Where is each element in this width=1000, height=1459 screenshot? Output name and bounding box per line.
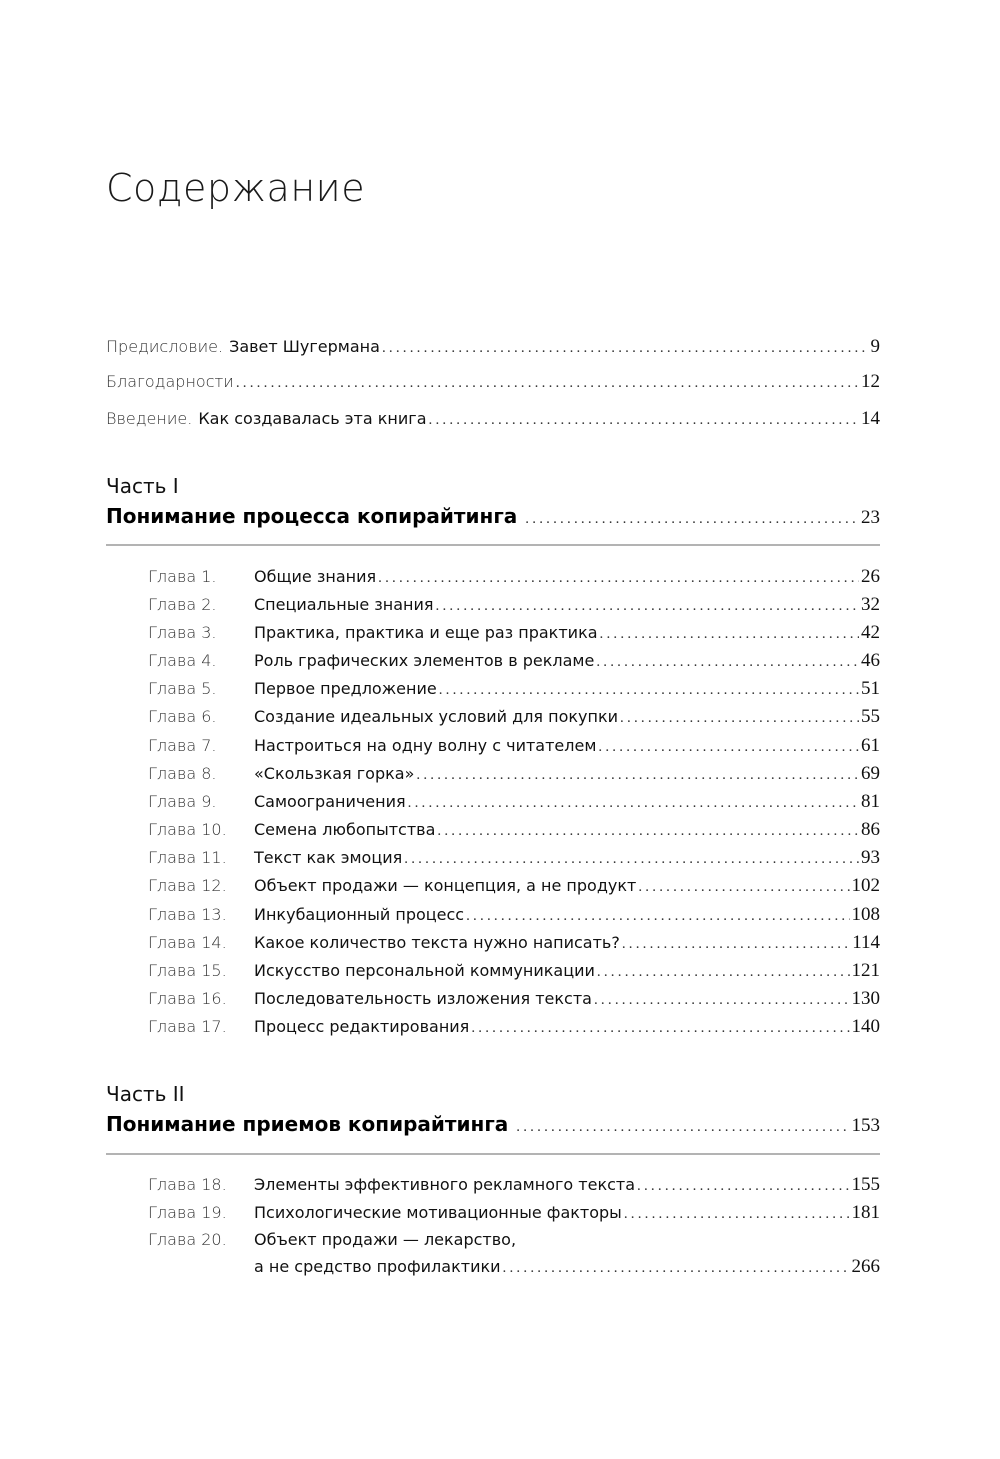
chapter-title: Первое предложение (254, 679, 437, 698)
part-label: Часть II (106, 1082, 185, 1106)
dot-leader (436, 598, 859, 615)
page-number: 121 (851, 960, 880, 981)
chapter-title: Последовательность изложения текста (254, 989, 592, 1008)
page-number: 12 (861, 371, 880, 392)
chapter-number: Глава 4. (148, 651, 217, 670)
dot-leader (429, 412, 860, 429)
toc-part-heading[interactable] (106, 1112, 880, 1140)
chapter-number: Глава 12. (148, 876, 227, 895)
page-number: 266 (851, 1256, 880, 1277)
dot-leader (408, 795, 859, 812)
dot-leader (378, 570, 859, 587)
toc-chapter[interactable] (148, 1174, 880, 1198)
toc-chapter[interactable] (148, 678, 880, 702)
chapter-number: Глава 20. (148, 1230, 227, 1249)
chapter-title: Какое количество текста нужно написать? (254, 933, 620, 952)
chapter-title: Настроиться на одну волну с читателем (254, 736, 597, 755)
part-label: Часть I (106, 474, 179, 498)
page-number: 32 (861, 594, 880, 615)
entry-title: Как создавалась эта книга (198, 409, 427, 428)
chapter-number: Глава 13. (148, 905, 227, 924)
chapter-title: «Скользкая горка» (254, 764, 415, 783)
chapter-title: Практика, практика и еще раз практика (254, 623, 598, 642)
chapter-number: Глава 11. (148, 848, 227, 867)
toc-chapter[interactable] (148, 763, 880, 787)
toc-chapter[interactable] (148, 1016, 880, 1040)
toc-chapter[interactable] (148, 650, 880, 674)
page-number: 14 (861, 408, 880, 429)
page-number: 130 (851, 988, 880, 1009)
dot-leader (638, 879, 849, 896)
page-number: 26 (861, 566, 880, 587)
dot-leader (596, 654, 859, 671)
chapter-number: Глава 3. (148, 623, 217, 642)
page-number: 155 (851, 1174, 880, 1195)
toc-entry-introduction[interactable] (106, 408, 880, 432)
toc-chapter[interactable] (148, 1230, 880, 1254)
chapter-number: Глава 14. (148, 933, 227, 952)
chapter-number: Глава 8. (148, 764, 217, 783)
dot-leader (620, 710, 859, 727)
dot-leader (622, 936, 850, 953)
chapter-number: Глава 18. (148, 1175, 227, 1194)
toc-chapter[interactable] (148, 622, 880, 646)
dot-leader (503, 1260, 850, 1277)
page-number: 86 (861, 819, 880, 840)
part-divider (106, 1153, 880, 1155)
dot-leader (516, 1119, 849, 1136)
dot-leader (600, 626, 859, 643)
dot-leader (597, 964, 850, 981)
page-number: 93 (861, 847, 880, 868)
chapter-number: Глава 16. (148, 989, 227, 1008)
page-number: 42 (861, 622, 880, 643)
chapter-number: Глава 1. (148, 567, 217, 586)
chapter-title: Создание идеальных условий для покупки (254, 707, 619, 726)
part-heading: Понимание приемов копирайтинга (106, 1112, 509, 1136)
chapter-number: Глава 6. (148, 707, 217, 726)
chapter-title: Процесс редактирования (254, 1017, 470, 1036)
entry-title: Завет Шугермана (229, 337, 380, 356)
dot-leader (416, 767, 859, 784)
toc-chapter[interactable] (148, 904, 880, 928)
chapter-number: Глава 10. (148, 820, 227, 839)
chapter-number: Глава 15. (148, 961, 227, 980)
page-number: 102 (851, 875, 880, 896)
page-number: 9 (870, 336, 880, 357)
dot-leader (404, 851, 859, 868)
page-number: 153 (851, 1115, 880, 1136)
page-number: 61 (861, 735, 880, 756)
dot-leader (471, 1020, 849, 1037)
page-number: 108 (851, 904, 880, 925)
dot-leader (624, 1206, 850, 1223)
chapter-title: Роль графических элементов в рекламе (254, 651, 595, 670)
entry-title: Благодарности (106, 372, 234, 391)
toc-chapter[interactable] (148, 847, 880, 871)
dot-leader (466, 908, 849, 925)
dot-leader (382, 340, 869, 357)
dot-leader (598, 739, 859, 756)
chapter-number: Глава 9. (148, 792, 217, 811)
toc-part-heading[interactable] (106, 504, 880, 532)
toc-entry-acknowledgments[interactable] (106, 371, 880, 395)
dot-leader (637, 1178, 849, 1195)
toc-chapter[interactable] (148, 875, 880, 899)
toc-chapter[interactable] (148, 932, 880, 956)
chapter-number: Глава 7. (148, 736, 217, 755)
page-number: 81 (861, 791, 880, 812)
chapter-number: Глава 5. (148, 679, 217, 698)
toc-chapter[interactable] (148, 988, 880, 1012)
toc-chapter[interactable] (148, 735, 880, 759)
entry-prefix: Предисловие. (106, 337, 224, 356)
toc-chapter[interactable] (148, 819, 880, 843)
page-number: 46 (861, 650, 880, 671)
chapter-number: Глава 19. (148, 1203, 227, 1222)
chapter-title: Искусство персональной коммуникации (254, 961, 595, 980)
toc-chapter[interactable] (148, 1202, 880, 1226)
page-number: 69 (861, 763, 880, 784)
chapter-title: Инкубационный процесс (254, 905, 465, 924)
chapter-title: Семена любопытства (254, 820, 436, 839)
chapter-number: Глава 2. (148, 595, 217, 614)
chapter-title: Общие знания (254, 567, 377, 586)
chapter-title: Самоограничения (254, 792, 406, 811)
toc-chapter[interactable] (148, 960, 880, 984)
chapter-title: Элементы эффективного рекламного текста (254, 1175, 636, 1194)
entry-prefix: Введение. (106, 409, 193, 428)
chapter-number: Глава 17. (148, 1017, 227, 1036)
chapter-title: Объект продажи — лекарство, (254, 1230, 517, 1249)
page-number: 51 (861, 678, 880, 699)
page-title: Содержание (106, 166, 366, 210)
part-divider (106, 544, 880, 546)
toc-chapter[interactable] (148, 594, 880, 618)
toc-chapter[interactable] (148, 706, 880, 730)
chapter-title: Специальные знания (254, 595, 434, 614)
dot-leader (437, 823, 859, 840)
page-number: 55 (861, 706, 880, 727)
toc-entry-preface[interactable] (106, 336, 880, 360)
dot-leader (525, 511, 859, 528)
page-number: 23 (861, 507, 880, 528)
dot-leader (236, 375, 859, 392)
page-number: 114 (852, 932, 880, 953)
chapter-title-line2: а не средство профилактики (254, 1257, 501, 1276)
part-heading: Понимание процесса копирайтинга (106, 504, 518, 528)
toc-chapter[interactable] (148, 566, 880, 590)
chapter-title: Психологические мотивационные факторы (254, 1203, 622, 1222)
dot-leader (594, 992, 850, 1009)
page-number: 140 (851, 1016, 880, 1037)
toc-chapter-continuation[interactable] (148, 1256, 880, 1280)
toc-chapter[interactable] (148, 791, 880, 815)
chapter-title: Объект продажи — концепция, а не продукт (254, 876, 637, 895)
page-number: 181 (851, 1202, 880, 1223)
chapter-title: Текст как эмоция (254, 848, 403, 867)
dot-leader (439, 682, 859, 699)
